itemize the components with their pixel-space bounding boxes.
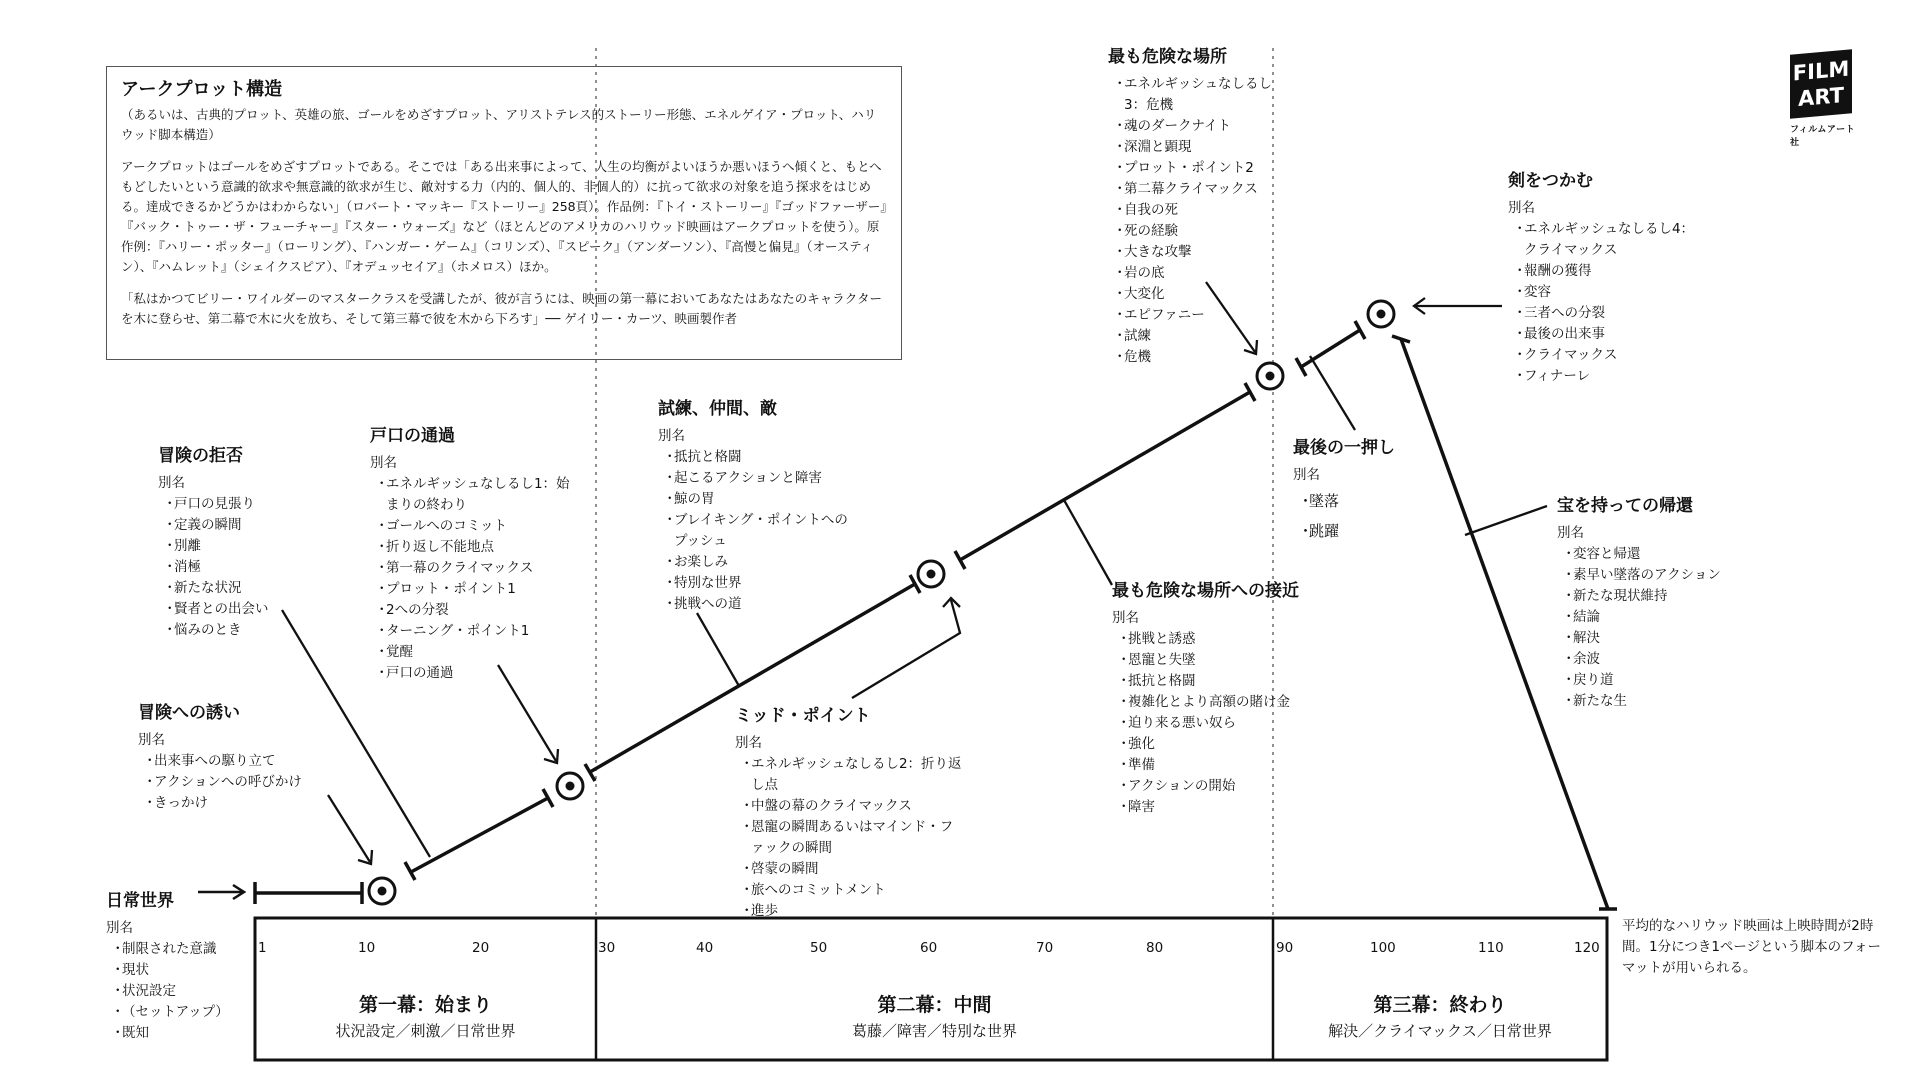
list-item: ・ 特別な世界	[658, 573, 858, 594]
alias-list	[735, 754, 965, 922]
list-item: ・ （セットアップ）	[106, 1002, 256, 1023]
list-item: ・ プロット・ポイント2	[1108, 158, 1273, 179]
tick-label: 10	[358, 940, 376, 956]
tick-label: 30	[598, 940, 616, 956]
node-midpoint	[918, 561, 944, 587]
stage-return-with-elixir	[1557, 493, 1757, 712]
tick-label: 60	[920, 940, 938, 956]
list-item: ・ プロット・ポイント1	[370, 579, 570, 600]
alias-label: 別名	[658, 428, 685, 444]
tick-label: 20	[472, 940, 490, 956]
list-item: ・ クライマックス	[1508, 345, 1698, 366]
stage-call-to-adventure	[138, 700, 338, 814]
list-item: ・ 余波	[1557, 649, 1757, 670]
list-item: ・ 強化	[1112, 734, 1312, 755]
alias-list	[658, 447, 858, 615]
alias-label: 別名	[1508, 200, 1535, 216]
logo-line-1: FILM	[1792, 56, 1850, 86]
list-item: ・ 結論	[1557, 607, 1757, 628]
logo-line-2: ART	[1798, 82, 1844, 112]
logo-caption: フィルムアート社	[1790, 125, 1856, 148]
list-item: ・ 制限された意識	[106, 939, 256, 960]
stage-tests-allies-enemies	[658, 396, 858, 615]
stage-midpoint	[735, 703, 965, 922]
list-item: ・ 中盤の幕のクライマックス	[735, 796, 965, 817]
list-item: ・ 覚醒	[370, 642, 570, 663]
stage-final-push	[1293, 435, 1433, 546]
alias-label: 別名	[1293, 467, 1320, 483]
act3-subtitle: 解決／クライマックス／日常世界	[1328, 1022, 1552, 1040]
list-item: ・ 状況設定	[106, 981, 256, 1002]
act2-subtitle: 葛藤／障害／特別な世界	[851, 1022, 1017, 1040]
list-item: ・ 死の経験	[1108, 221, 1273, 242]
list-item: ・ 戸口の通過	[370, 663, 570, 684]
tick-label: 120	[1574, 940, 1600, 956]
list-item: ・ 報酬の獲得	[1508, 261, 1698, 282]
tick-label: 110	[1478, 940, 1504, 956]
ordinary-segment	[255, 882, 362, 904]
tick-label: 100	[1370, 940, 1396, 956]
list-item: ・ 進歩	[735, 901, 965, 922]
list-item: ・ 抵抗と格闘	[658, 447, 858, 468]
act2-title: 第二幕：中間	[877, 994, 992, 1016]
list-item: ・ エネルギッシュなしるし4：クライマックス	[1508, 219, 1698, 261]
act1-subtitle: 状況設定／刺激／日常世界	[335, 1022, 516, 1040]
tick-label: 40	[696, 940, 714, 956]
list-item: ・ 折り返し不能地点	[370, 537, 570, 558]
list-item: ・ エピファニー	[1108, 305, 1273, 326]
act1-title: 第一幕：始まり	[358, 994, 492, 1016]
alias-list	[1508, 219, 1698, 387]
list-item: ・ 跳躍	[1293, 516, 1433, 546]
list-item: ・ 戸口の見張り	[158, 494, 318, 515]
alias-label: 別名	[1112, 610, 1139, 626]
return-leader	[1465, 506, 1547, 535]
tick-label: 80	[1146, 940, 1164, 956]
list-item: ・ 墜落	[1293, 486, 1433, 516]
list-item: ・ 深淵と顕現	[1108, 137, 1273, 158]
push-leader	[1310, 356, 1355, 430]
stage-ordinary-world	[106, 888, 256, 1044]
list-item: ・ 新たな現状維持	[1557, 586, 1757, 607]
node-call-to-adventure	[369, 878, 395, 904]
list-item: ・ 起こるアクションと障害	[658, 468, 858, 489]
list-item: ・ 啓蒙の瞬間	[735, 859, 965, 880]
list-item: ・ 賢者との出会い	[158, 599, 318, 620]
stage-title: 冒険の拒否	[158, 446, 243, 466]
approach-leader	[1064, 500, 1112, 585]
list-item: ・ 2への分裂	[370, 600, 570, 621]
node-reward	[1368, 301, 1394, 327]
list-item: ・ 最後の出来事	[1508, 324, 1698, 345]
list-item: ・ 複雑化とより高額の賭け金	[1112, 692, 1312, 713]
list-item: ・ 消極	[158, 557, 318, 578]
list-item: ・ 挑戦への道	[658, 594, 858, 615]
list-item: ・ 障害	[1112, 797, 1312, 818]
list-item: ・ エネルギッシュなしるし2：折り返し点	[735, 754, 965, 796]
stage-title: 剣をつかむ	[1508, 171, 1593, 191]
intro-box	[106, 66, 902, 360]
list-item: ・ 岩の底	[1108, 263, 1273, 284]
alias-label: 別名	[106, 920, 133, 936]
list-item: ・ ブレイキング・ポイントへのプッシュ	[658, 510, 858, 552]
stage-title: 最も危険な場所への接近	[1112, 581, 1299, 601]
alias-list	[1293, 486, 1433, 546]
stage-title: ミッド・ポイント	[735, 706, 871, 726]
list-item: ・ 悩みのとき	[158, 620, 318, 641]
list-item: ・ きっかけ	[138, 793, 338, 814]
list-item: ・ 危機	[1108, 347, 1273, 368]
list-item: ・ フィナーレ	[1508, 366, 1698, 387]
alias-label: 別名	[370, 455, 397, 471]
list-item: ・ 恩寵の瞬間あるいはマインド・ファックの瞬間	[735, 817, 965, 859]
stage-refusal-of-call	[158, 443, 318, 641]
list-item: ・ 鯨の胃	[658, 489, 858, 510]
list-item: ・ 出来事への駆り立て	[138, 751, 338, 772]
alias-list	[1108, 74, 1273, 368]
list-item: ・ 別離	[158, 536, 318, 557]
logo-mark	[1790, 49, 1852, 118]
list-item: ・ 変容	[1508, 282, 1698, 303]
list-item: ・ 三者への分裂	[1508, 303, 1698, 324]
list-item: ・ 新たな状況	[158, 578, 318, 599]
list-item: ・ 抵抗と格闘	[1112, 671, 1312, 692]
tick-label: 90	[1276, 940, 1294, 956]
alias-list	[106, 939, 256, 1044]
stage-title: 冒険への誘い	[138, 703, 240, 723]
intro-title: アークプロット構造	[121, 79, 283, 100]
list-item: ・ 試練	[1108, 326, 1273, 347]
stage-title: 戸口の通過	[370, 426, 455, 446]
alias-list	[138, 751, 338, 814]
alias-label: 別名	[735, 735, 762, 751]
alias-label: 別名	[158, 475, 185, 491]
filmart-logo	[1790, 52, 1860, 148]
list-item: ・ 挑戦と誘惑	[1112, 629, 1312, 650]
list-item: ・ 新たな生	[1557, 691, 1757, 712]
tick-label: 1	[258, 940, 267, 956]
reward-arrow	[1414, 298, 1502, 314]
alias-label: 別名	[138, 732, 165, 748]
intro-body: アークプロットはゴールをめざすプロットである。そこでは「ある出来事によって、人生の均衡がよいほうか悪いほうへ傾くと、もとへもどしたいという意識的欲求や無意識的欲求が生じ、敵対する力（内的、個人的、非個人的）に抗って欲求の対象を追う探求をはじめる。達成できるかどうかはわからない」（ロバート・マッキー『ストーリー』258頁）。作品例：『トイ・ストーリー』『ゴッドファーザー』『バック・トゥー・ザ・フューチャー』『スター・ウォーズ』など（ほとんどのアメリカのハリウッド映画はアークプロットを使う）。原作例：『ハリー・ポッター』（ローリング）、『ハンガー・ゲーム』（コリンズ）、『スピーク』（アンダーソン）、『高慢と偏見』（オースティン）、『ハムレット』（シェイクスピア）、『オデュッセイア』（ホメロス）ほか。	[121, 159, 887, 274]
list-item: ・ アクションの開始	[1112, 776, 1312, 797]
list-item: ・ 大きな攻撃	[1108, 242, 1273, 263]
list-item: ・ ターニング・ポイント1	[370, 621, 570, 642]
stage-title: 試練、仲間、敵	[658, 399, 777, 419]
list-item: ・ 現状	[106, 960, 256, 981]
tick-label: 50	[810, 940, 828, 956]
list-item: ・ アクションへの呼びかけ	[138, 772, 338, 793]
stage-crossing-threshold	[370, 423, 570, 684]
list-item: ・ 旅へのコミットメント	[735, 880, 965, 901]
list-item: ・ エネルギッシュなしるし3：危機	[1108, 74, 1273, 116]
arc-segments	[405, 321, 1617, 909]
stage-title: 宝を持っての帰還	[1557, 496, 1693, 516]
list-item: ・ 変容と帰還	[1557, 544, 1757, 565]
alias-list	[1557, 544, 1757, 712]
alias-list	[370, 474, 570, 684]
stage-approach-inmost-cave	[1112, 578, 1312, 818]
list-item: ・ 第二幕クライマックス	[1108, 179, 1273, 200]
stage-ordeal	[1108, 44, 1273, 368]
list-item: ・ 戻り道	[1557, 670, 1757, 691]
stage-title: 最も危険な場所	[1108, 47, 1227, 67]
alias-list	[158, 494, 318, 641]
list-item: ・ 恩寵と失墜	[1112, 650, 1312, 671]
trials-leader	[697, 613, 739, 686]
list-item: ・ エネルギッシュなしるし1：始まりの終わり	[370, 474, 570, 516]
act3-title: 第三幕：終わり	[1373, 994, 1507, 1016]
node-crossing-threshold	[557, 773, 583, 799]
list-item: ・ 大変化	[1108, 284, 1273, 305]
list-item: ・ 魂のダークナイト	[1108, 116, 1273, 137]
alias-label: 別名	[1557, 525, 1584, 541]
list-item: ・ 既知	[106, 1023, 256, 1044]
stage-title: 最後の一押し	[1293, 438, 1395, 458]
list-item: ・ 解決	[1557, 628, 1757, 649]
list-item: ・ ゴールへのコミット	[370, 516, 570, 537]
list-item: ・ 迫り来る悪い奴ら	[1112, 713, 1312, 734]
list-item: ・ 定義の瞬間	[158, 515, 318, 536]
list-item: ・ 自我の死	[1108, 200, 1273, 221]
intro-quote: 「私はかつてビリー・ワイルダーのマスタークラスを受講したが、彼が言うには、映画の第一幕においてあなたはあなたのキャラクターを木に登らせ、第二幕で木に火を放ち、そして第三幕で彼を木から下ろす」── ゲイリー・カーツ、映画製作者	[121, 291, 883, 326]
list-item: ・ 素早い墜落のアクション	[1557, 565, 1757, 586]
list-item: ・ お楽しみ	[658, 552, 858, 573]
stage-title: 日常世界	[106, 891, 174, 911]
list-item: ・ 第一幕のクライマックス	[370, 558, 570, 579]
alias-list	[1112, 629, 1312, 818]
intro-subtitle: （あるいは、古典的プロット、英雄の旅、ゴールをめざすプロット、アリストテレス的ストーリー形態、エネルゲイア・プロット、ハリウッド脚本構造）	[121, 107, 877, 142]
runtime-note: 平均的なハリウッド映画は上映時間が2時間。1分につき1ページという脚本のフォーマットが用いられる。	[1622, 918, 1881, 976]
list-item: ・ 準備	[1112, 755, 1312, 776]
stage-reward	[1508, 168, 1698, 387]
tick-label: 70	[1036, 940, 1054, 956]
